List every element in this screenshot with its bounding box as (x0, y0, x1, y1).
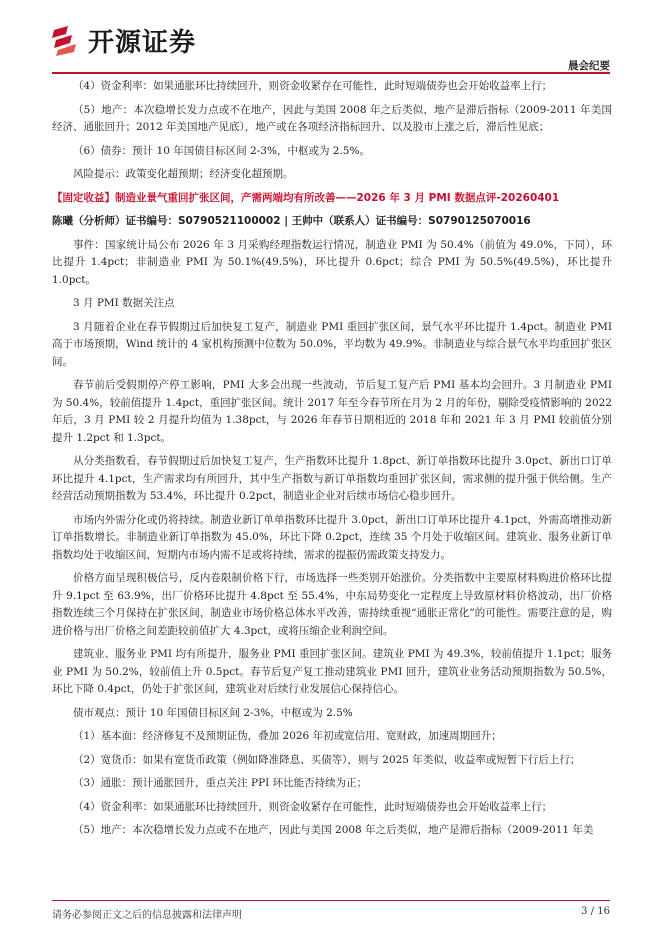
paragraph: （5）地产：本次稳增长发力点或不在地产，因此与美国 2008 年之后类似，地产是滞后指标（2009-2011 年美国经济、通胀回升；2012 年美国地产见底），地产或在各项经济指标回升、以及股市上涨之后，滞后性见底； (52, 103, 612, 133)
paragraph: 建筑业、服务业 PMI 均有所提升，服务业 PMI 重回扩张区间。建筑业 PMI 为 49.3%，较前值提升 1.1pct；服务业 PMI 为 50.2%，较前值上升 0.5pct。春节后复产复工推动建筑业 PMI 回升，建筑业业务活动预期指数为 50.5%，环比下降 0.4pct，仍处于扩张区间，建筑业对后续行业发展信心保持信心。 (52, 648, 612, 695)
paragraph: （4）资金利率：如果通胀环比持续回升，则资金收紧存在可能性，此时短端债券也会开始收益率上行； (73, 80, 553, 92)
list-item: （5）地产：本次稳增长发力点或不在地产，因此与美国 2008 年之后类似，地产是滞后指标（2009-2011 年美 (73, 824, 594, 836)
list-item: （2）宽货币：如果有宽货币政策（例如降准降息、买债等），则与 2025 年类似，收益率或短暂下行后上行； (73, 753, 581, 766)
paragraph: 3 月随着企业在春节假期过后加快复工复产，制造业 PMI 重回扩张区间，景气水平环比提升 1.4pct。制造业 PMI 高于市场预期，Wind 统计的 4 家机构预测中位数为 50.0%，平均数为 49.9%。非制造业与综合景气水平均重回扩张区间。 (52, 320, 612, 368)
footer-disclaimer: 请务必参阅正文之后的信息披露和法律声明 (52, 910, 242, 921)
brand-logo (52, 22, 196, 59)
brand-name: 开源证券 (88, 28, 197, 58)
paragraph: 春节前后受假期停产停工影响，PMI 大多会出现一些波动，节后复工复产后 PMI 基本均会回升。3 月制造业 PMI 为 50.4%，较前值提升 1.4pct，重回扩张区间。统计 2017 年至今春节所在月为 2 月的年份，剔除受疫情影响的 2022 年后，3 月 PMI 较 2 月提升均值为 1.38pct，与 2026 年春节日期相近的 2018 年和 2021 年 3 月 PMI 较前值分别提升 1.2pct 和 1.3pct。 (52, 379, 612, 444)
article-authors: 陈曦（分析师）证书编号：S0790521100002 | 王帅中（联系人）证书编号：S0790125070016 (52, 215, 531, 227)
list-item: （4）资金利率：如果通胀环比持续回升，则资金收紧存在可能性，此时短端债券也会开始收益率上行； (73, 800, 553, 813)
page-header (0, 0, 662, 70)
risk-note: 风险提示：政策变化超预期；经济变化超预期。 (73, 168, 294, 180)
logo-icon (52, 26, 82, 56)
list-item: （3）通胀：预计通胀回升，重点关注 PPI 环比能否持续为正； (73, 777, 368, 789)
subheading: 债市观点：预计 10 年国债目标区间 2-3%，中枢或为 2.5% (73, 706, 353, 719)
subheading: 3 月 PMI 数据关注点 (73, 297, 175, 309)
paragraph: 从分类指数看，春节假期过后加快复工复产，生产指数环比提升 1.8pct、新订单指数环比提升 3.0pct、新出口订单环比提升 4.1pct，生产需求均有所回升，其中生产指数与新订单指数均重回扩张区间，需求侧的提升强于供给侧。生产经营活动预期指数为 53.4%，环比提升 0.2pct，制造业企业对后续市场信心稳步回升。 (52, 455, 612, 502)
list-item: （1）基本面：经济修复不及预期证伪，叠加 2026 年初或宽信用、宽财政，加速周期回升； (73, 730, 502, 742)
header-divider (52, 72, 610, 74)
section-label: 晨会纪要 (568, 60, 610, 72)
page-number: 3 / 16 (581, 906, 610, 917)
paragraph: 市场内外需分化或仍将持续。制造业新订单单指数环比提升 3.0pct，新出口订单环比提升 4.1pct，外需高增推动新订单指数增长。非制造业新订单指数为 45.0%，环比下降 0.2pct，连续 35 个月处于收缩区间。建筑业、服务业新订单指数均处于收缩区间，短期内市场内需不足或将持续，需求的提振仍需政策支持发力。 (52, 513, 612, 561)
article-title: 【固定收益】制造业景气重回扩张区间，产需两端均有所改善——2026 年 3 月 PMI 数据点评-20260401 (52, 191, 560, 204)
paragraph: 事件：国家统计局公布 2026 年 3 月采购经理指数运行情况，制造业 PMI 为 50.4%（前值为 49.0%，下同），环比提升 1.4pct；非制造业 PMI 为 50.1%(49.5%)，环比提升 0.6pct；综合 PMI 为 50.5%(49.5%)，环比提升 1.0pct。 (52, 238, 612, 286)
paragraph: （6）债券：预计 10 年国债目标区间 2-3%，中枢或为 2.5%。 (73, 144, 370, 157)
main-content (52, 78, 612, 840)
paragraph: 价格方面呈现积极信号，反内卷限制价格下行，市场选择一些类别开始涨价。分类指数中主要原材料购进价格环比提升 9.1pct 至 63.9%，出厂价格环比提升 4.8pct 至 55.4%，中东局势变化一定程度上导致原材料价格波动，出厂价格指数连续三个月保持在扩张区间，制造业市场价格总体水平改善，需持续重视“通胀正常化”的可能性。需要注意的是，购进价格与出厂价格之间差距较前值扩大 4.3pct，或将压缩企业利润空间。 (52, 572, 612, 637)
footer-divider (52, 900, 610, 901)
